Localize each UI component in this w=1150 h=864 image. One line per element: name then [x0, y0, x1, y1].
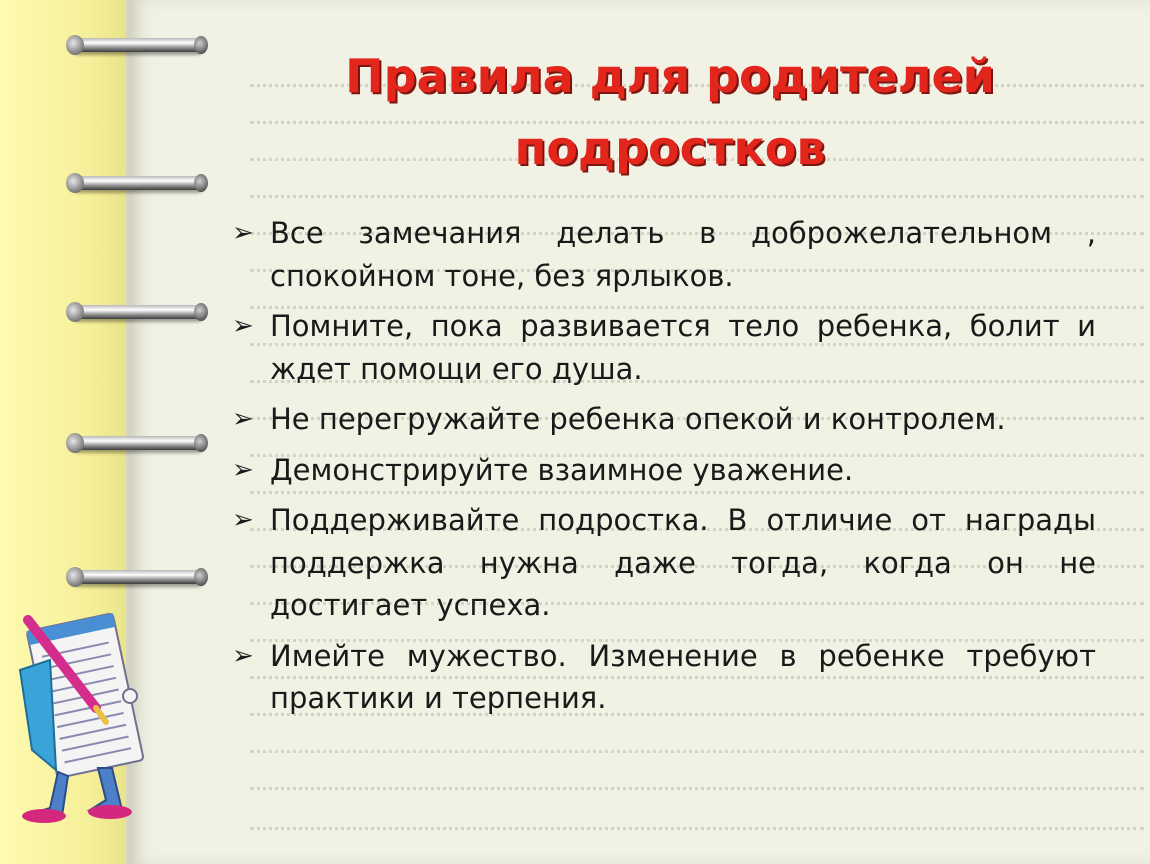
list-item	[232, 305, 1096, 390]
notepad-with-pen-mascot-icon	[10, 600, 150, 830]
ruled-line	[250, 195, 1144, 198]
list-item-text: Не перегружайте ребенка опекой и контролем.	[270, 402, 1006, 436]
ruled-line	[250, 827, 1144, 830]
title-line-1: Правила для родителей	[345, 49, 995, 103]
list-item-text: Все замечания делать в доброжелательном , спокойном тоне, без ярлыков.	[270, 216, 1096, 293]
title-line-2: подростков	[514, 121, 826, 175]
binder-ring-icon	[72, 176, 204, 190]
binder-ring-icon	[72, 570, 204, 584]
list-item-text: Имейте мужество. Изменение в ребенке требуют практики и терпения.	[270, 638, 1096, 715]
bullet-arrow-icon: ➢	[232, 311, 254, 341]
list-item	[232, 212, 1096, 297]
list-item	[232, 398, 1096, 441]
binder-ring-icon	[72, 38, 204, 52]
list-item	[232, 635, 1096, 720]
ruled-line	[250, 787, 1144, 790]
rules-list	[232, 212, 1096, 728]
bullet-arrow-icon: ➢	[232, 218, 254, 248]
slide-title	[250, 40, 1090, 184]
list-item	[232, 499, 1096, 627]
binder-ring-icon	[72, 305, 204, 319]
bullet-arrow-icon: ➢	[232, 505, 254, 535]
bullet-arrow-icon: ➢	[232, 454, 254, 485]
bullet-arrow-icon: ➢	[232, 640, 254, 671]
list-item	[232, 449, 1096, 492]
binder-ring-icon	[72, 436, 204, 450]
list-item-text: Поддерживайте подростка. В отличие от награды поддержка нужна даже тогда, когда он не достигает успеха.	[270, 503, 1096, 622]
list-item-text: Демонстрируйте взаимное уважение.	[270, 452, 854, 487]
bullet-arrow-icon: ➢	[232, 404, 254, 434]
ruled-line	[250, 750, 1144, 753]
list-item-text: Помните, пока развивается тело ребенка, болит и ждет помощи его душа.	[270, 309, 1096, 386]
